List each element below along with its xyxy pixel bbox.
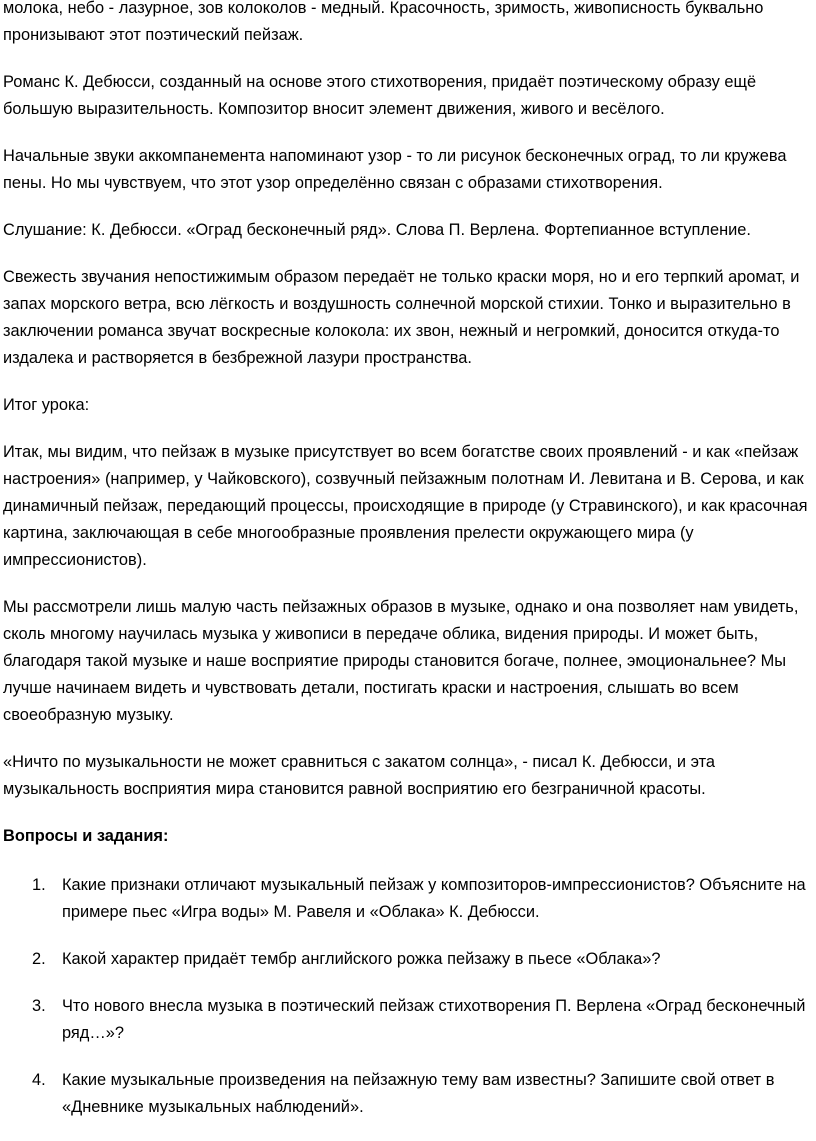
- question-item: [3, 872, 812, 926]
- lesson-summary-label: Итог урока:: [3, 396, 90, 414]
- paragraph-summary: Итак, мы видим, что пейзаж в музыке присутствует во всем богатстве своих проявлений - и как «пейзаж настроения» (например, у Чайковского), созвучный пейзажным полотнам И. Левитана и В. Серова, и как динамичный пейзаж, передающий процессы, происходящие в природе (у Стравинского), и как красочная картина, заключающая в себе многообразные проявления прелести окружающего мира (у импрессионистов).: [3, 443, 808, 569]
- paragraph-accompaniment: Начальные звуки аккомпанемента напоминают узор - то ли рисунок бесконечных оград, то ли кружева пены. Но мы чувствуем, что этот узор определённо связан с образами стихотворения.: [3, 147, 787, 192]
- question-text: Какие музыкальные произведения на пейзажную тему вам известны? Запишите свой ответ в «Дневнике музыкальных наблюдений».: [62, 1071, 775, 1116]
- paragraph-debussy-quote: «Ничто по музыкальности не может сравниться с закатом солнца», - писал К. Дебюсси, и эта музыкальность восприятия мира становится равной восприятию его безграничной красоты.: [3, 753, 716, 798]
- questions-list: [3, 872, 812, 1121]
- paragraph-romance: Романс К. Дебюсси, созданный на основе этого стихотворения, придаёт поэтическому образу ещё большую выразительность. Композитор вносит элемент движения, живого и весёлого.: [3, 73, 757, 118]
- question-number: 3.: [32, 997, 46, 1015]
- question-number: 2.: [32, 950, 46, 968]
- question-item: [3, 946, 812, 973]
- question-text: Какие признаки отличают музыкальный пейзаж у композиторов-импрессионистов? Объясните на примере пьес «Игра воды» М. Равеля и «Облака» К. Дебюсси.: [62, 876, 806, 921]
- question-number: 4.: [32, 1071, 46, 1089]
- question-item: [3, 1067, 812, 1121]
- paragraph-listening: Слушание: К. Дебюсси. «Оград бесконечный ряд». Слова П. Верлена. Фортепианное вступление.: [3, 221, 751, 239]
- question-item: [3, 993, 812, 1047]
- question-text: Что нового внесла музыка в поэтический пейзаж стихотворения П. Верлена «Оград бесконечный ряд…»?: [62, 997, 806, 1042]
- questions-heading: Вопросы и задания:: [3, 827, 169, 845]
- paragraph-freshness: Свежесть звучания непостижимым образом передаёт не только краски моря, но и его терпкий аромат, и запах морского ветра, всю лёгкость и воздушность солнечной морской стихии. Тонко и выразительно в заключении романса звучат воскресные колокола: их звон, нежный и негромкий, доносится откуда-то издалека и растворяется в безбрежной лазури пространства.: [3, 268, 800, 367]
- paragraph-intro-continuation: молока, небо - лазурное, зов колоколов - медный. Красочность, зримость, живописность буквально пронизывают этот поэтический пейзаж.: [3, 0, 764, 44]
- question-text: Какой характер придаёт тембр английского рожка пейзажу в пьесе «Облака»?: [62, 950, 661, 968]
- paragraph-conclusion: Мы рассмотрели лишь малую часть пейзажных образов в музыке, однако и она позволяет нам увидеть, сколь многому научилась музыка у живописи в передаче облика, видения природы. И может быть, благодаря такой музыке и наше восприятие природы становится богаче, полнее, эмоциональнее? Мы лучше начинаем видеть и чувствовать детали, постигать краски и настроения, слышать во всем своеобразную музыку.: [3, 598, 799, 724]
- question-number: 1.: [32, 876, 46, 894]
